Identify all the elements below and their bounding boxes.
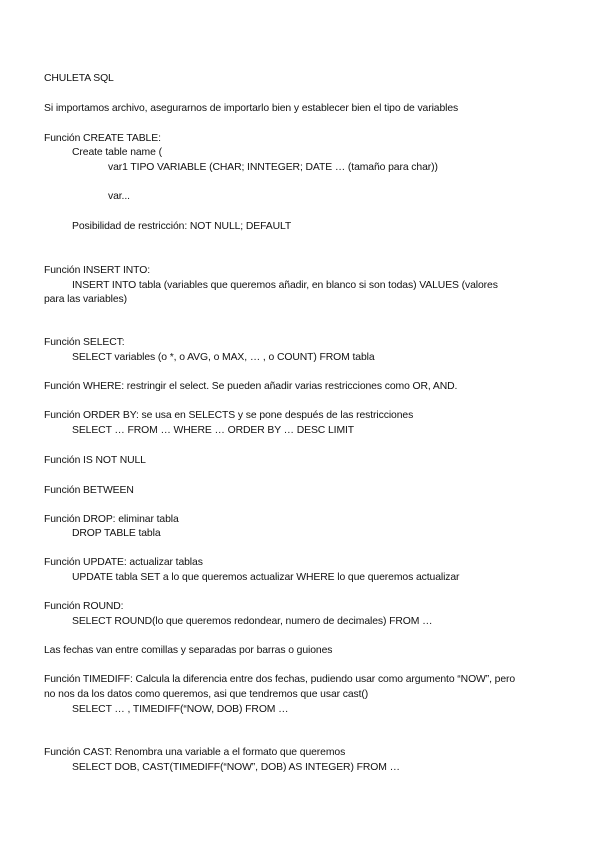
insert-heading: Función INSERT INTO:	[44, 265, 150, 276]
timediff-line-3: SELECT … , TIMEDIFF(“NOW, DOB) FROM …	[72, 704, 289, 715]
timediff-line-2: no nos da los datos como queremos, asi que tendremos que usar cast()	[44, 689, 369, 700]
cast-heading: Función CAST: Renombra una variable a el formato que queremos	[44, 747, 346, 758]
round-line-1: SELECT ROUND(lo que queremos redondear, numero de decimales) FROM …	[72, 616, 433, 627]
where-heading: Función WHERE: restringir el select. Se pueden añadir varias restricciones como OR, AND.	[44, 381, 458, 392]
create-heading: Función CREATE TABLE:	[44, 133, 161, 144]
drop-heading: Función DROP: eliminar tabla	[44, 514, 179, 525]
create-line-2: var1 TIPO VARIABLE (CHAR; INNTEGER; DATE … (tamaño para char))	[108, 162, 438, 173]
select-line-1: SELECT variables (o *, o AVG, o MAX, … , o COUNT) FROM tabla	[72, 352, 375, 363]
orderby-heading: Función ORDER BY: se usa en SELECTS y se pone después de las restricciones	[44, 410, 414, 421]
create-line-4: Posibilidad de restricción: NOT NULL; DEFAULT	[72, 221, 292, 232]
update-line-1: UPDATE tabla SET a lo que queremos actualizar WHERE lo que queremos actualizar	[72, 572, 460, 583]
drop-line-1: DROP TABLE tabla	[72, 528, 161, 539]
orderby-line-1: SELECT … FROM … WHERE … ORDER BY … DESC LIMIT	[72, 425, 355, 436]
update-heading: Función UPDATE: actualizar tablas	[44, 557, 203, 568]
cast-line-1: SELECT DOB, CAST(TIMEDIFF(“NOW”, DOB) AS INTEGER) FROM …	[72, 762, 400, 773]
document-title: CHULETA SQL	[44, 73, 114, 84]
isnotnull-heading: Función IS NOT NULL	[44, 455, 146, 466]
insert-line-1: INSERT INTO tabla (variables que queremos añadir, en blanco si son todas) VALUES (valores	[72, 280, 498, 291]
between-heading: Función BETWEEN	[44, 485, 134, 496]
dates-note: Las fechas van entre comillas y separadas por barras o guiones	[44, 645, 333, 656]
round-heading: Función ROUND:	[44, 601, 124, 612]
timediff-heading: Función TIMEDIFF: Calcula la diferencia entre dos fechas, pudiendo usar como argumento “NOW”, pero	[44, 674, 516, 685]
create-line-1: Create table name (	[72, 147, 162, 158]
insert-line-2: para las variables)	[44, 294, 127, 305]
create-line-3: var...	[108, 191, 130, 202]
intro-note: Si importamos archivo, asegurarnos de importarlo bien y establecer bien el tipo de variables	[44, 103, 459, 114]
select-heading: Función SELECT:	[44, 337, 125, 348]
